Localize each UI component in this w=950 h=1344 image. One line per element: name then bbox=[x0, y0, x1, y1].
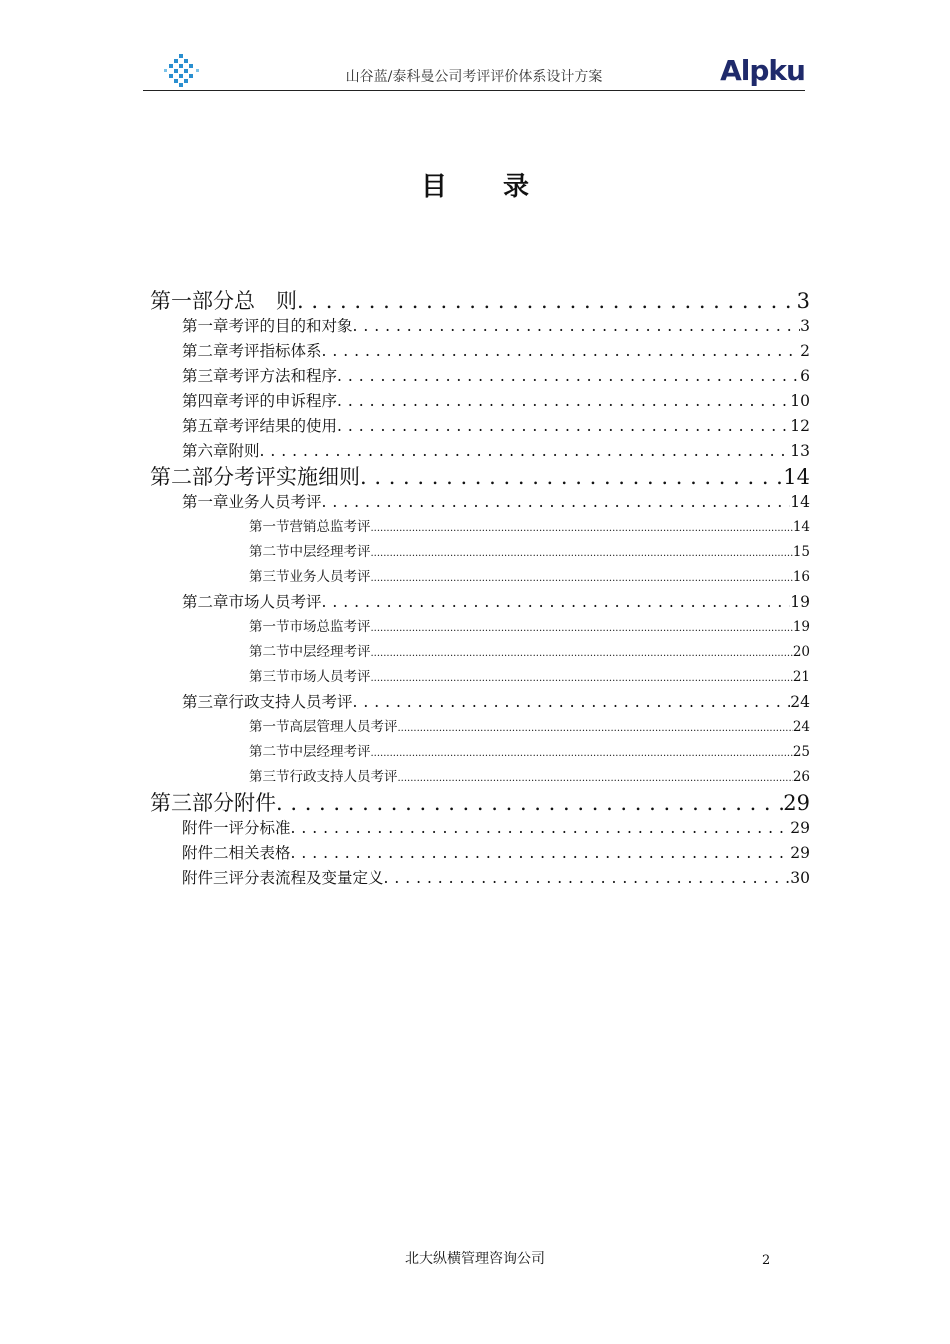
page-number: 2 bbox=[762, 1253, 771, 1268]
toc-entry-number: 第六章 bbox=[182, 442, 229, 460]
toc-entry-label: 市场人员考评 bbox=[228, 593, 322, 611]
toc-entry[interactable] bbox=[148, 389, 810, 414]
toc-entry-page: 3 bbox=[796, 289, 810, 313]
toc-dot-leader bbox=[360, 464, 783, 490]
toc-dot-leader bbox=[398, 765, 793, 790]
toc-entry-number: 第二章 bbox=[182, 593, 229, 611]
toc-entry-page: 19 bbox=[790, 593, 810, 611]
toc-dot-leader bbox=[371, 540, 793, 565]
toc-dot-leader bbox=[322, 590, 791, 615]
toc-entry[interactable] bbox=[148, 640, 810, 665]
toc-entry[interactable] bbox=[148, 590, 810, 615]
toc-entry-number: 附件一 bbox=[182, 819, 229, 837]
toc-entry-label: 第三节行政支持人员考评 bbox=[249, 769, 398, 785]
toc-dot-leader bbox=[276, 790, 783, 816]
toc-entry[interactable] bbox=[148, 439, 810, 464]
toc-entry[interactable] bbox=[148, 339, 810, 364]
toc-entry-label: 评分表流程及变量定义 bbox=[228, 869, 384, 887]
toc-entry-number: 第三章 bbox=[182, 367, 229, 385]
toc-entry-label: 考评方法和程序 bbox=[228, 367, 338, 385]
toc-entry-label: 考评的目的和对象 bbox=[228, 317, 353, 335]
toc-entry-page: 13 bbox=[790, 442, 810, 460]
toc-entry-number: 第三章 bbox=[182, 693, 229, 711]
toc-entry-page: 29 bbox=[783, 791, 810, 815]
toc-entry-label: 考评实施细则 bbox=[234, 465, 360, 489]
toc-dot-leader bbox=[371, 665, 793, 690]
toc-entry-page: 14 bbox=[783, 465, 810, 489]
toc-entry-page: 29 bbox=[790, 844, 810, 862]
toc-dot-leader bbox=[337, 389, 790, 414]
toc-dot-leader bbox=[371, 515, 793, 540]
toc-entry-label: 第一节市场总监考评 bbox=[249, 619, 371, 635]
toc-entry[interactable] bbox=[148, 515, 810, 540]
toc-dot-leader bbox=[371, 615, 793, 640]
page-title: 目录 bbox=[420, 172, 585, 202]
toc-entry-page: 2 bbox=[800, 342, 810, 360]
toc-dot-leader bbox=[291, 841, 791, 866]
toc-entry-page: 25 bbox=[792, 744, 810, 760]
toc-entry[interactable] bbox=[148, 765, 810, 790]
toc-dot-leader bbox=[353, 314, 801, 339]
toc-entry-page: 15 bbox=[792, 544, 810, 560]
toc-entry[interactable] bbox=[148, 414, 810, 439]
toc-entry-label: 业务人员考评 bbox=[228, 493, 322, 511]
toc-entry-label: 行政支持人员考评 bbox=[228, 693, 353, 711]
toc-entry[interactable] bbox=[148, 314, 810, 339]
toc-entry[interactable] bbox=[148, 740, 810, 765]
toc-entry-label: 第二节中层经理考评 bbox=[249, 744, 371, 760]
toc-entry-label: 第二节中层经理考评 bbox=[249, 544, 371, 560]
toc-entry-label: 考评指标体系 bbox=[228, 342, 322, 360]
toc-dot-leader bbox=[398, 715, 793, 740]
toc-entry-page: 24 bbox=[790, 693, 810, 711]
toc-entry-label: 第一节营销总监考评 bbox=[249, 519, 371, 535]
toc-dot-leader bbox=[322, 339, 801, 364]
alpku-logo-text: Alpku bbox=[720, 54, 805, 87]
toc-entry-page: 30 bbox=[790, 869, 810, 887]
toc-dot-leader bbox=[322, 490, 791, 515]
toc-entry[interactable] bbox=[148, 288, 810, 314]
alpku-logo bbox=[720, 54, 805, 87]
toc-entry-label: 第二节中层经理考评 bbox=[249, 644, 371, 660]
toc-entry-number: 第二章 bbox=[182, 342, 229, 360]
table-of-contents bbox=[148, 288, 810, 891]
toc-dot-leader bbox=[337, 364, 800, 389]
toc-entry-number: 第一部分 bbox=[150, 289, 234, 313]
toc-entry-page: 19 bbox=[792, 619, 810, 635]
toc-dot-leader bbox=[337, 414, 790, 439]
toc-entry-label: 附件 bbox=[234, 791, 276, 815]
header-title: 山谷蓝/泰科曼公司考评评价体系设计方案 bbox=[345, 69, 603, 85]
toc-entry[interactable] bbox=[148, 790, 810, 816]
toc-entry-page: 3 bbox=[800, 317, 810, 335]
toc-entry-page: 6 bbox=[800, 367, 810, 385]
toc-entry-page: 21 bbox=[792, 669, 810, 685]
toc-entry[interactable] bbox=[148, 715, 810, 740]
toc-entry-label: 总 则 bbox=[234, 289, 297, 313]
toc-entry-page: 29 bbox=[790, 819, 810, 837]
toc-entry-page: 14 bbox=[792, 519, 810, 535]
toc-entry[interactable] bbox=[148, 866, 810, 891]
toc-dot-leader bbox=[297, 288, 797, 314]
toc-entry-label: 第三节业务人员考评 bbox=[249, 569, 371, 585]
toc-entry-label: 评分标准 bbox=[228, 819, 291, 837]
toc-entry-number: 附件二 bbox=[182, 844, 229, 862]
toc-entry-page: 12 bbox=[790, 417, 810, 435]
toc-entry-page: 26 bbox=[792, 769, 810, 785]
toc-entry[interactable] bbox=[148, 464, 810, 490]
toc-entry[interactable] bbox=[148, 490, 810, 515]
toc-entry-number: 第四章 bbox=[182, 392, 229, 410]
toc-dot-leader bbox=[384, 866, 791, 891]
toc-entry[interactable] bbox=[148, 690, 810, 715]
toc-entry[interactable] bbox=[148, 615, 810, 640]
toc-entry[interactable] bbox=[148, 364, 810, 389]
toc-dot-leader bbox=[353, 690, 791, 715]
toc-dot-leader bbox=[371, 640, 793, 665]
toc-entry-number: 第五章 bbox=[182, 417, 229, 435]
toc-entry[interactable] bbox=[148, 816, 810, 841]
toc-entry[interactable] bbox=[148, 565, 810, 590]
toc-entry-page: 16 bbox=[792, 569, 810, 585]
toc-entry-page: 24 bbox=[792, 719, 810, 735]
toc-entry-number: 第二部分 bbox=[150, 465, 234, 489]
toc-dot-leader bbox=[291, 816, 791, 841]
toc-entry-number: 附件三 bbox=[182, 869, 229, 887]
toc-entry-label: 第一节高层管理人员考评 bbox=[249, 719, 398, 735]
toc-entry-label: 相关表格 bbox=[228, 844, 291, 862]
toc-dot-leader bbox=[371, 740, 793, 765]
page-header bbox=[143, 50, 805, 91]
toc-entry-number: 第三部分 bbox=[150, 791, 234, 815]
footer-company: 北大纵横管理咨询公司 bbox=[405, 1251, 545, 1267]
toc-entry-label: 附则 bbox=[228, 442, 260, 460]
toc-entry-label: 考评结果的使用 bbox=[228, 417, 338, 435]
toc-entry[interactable] bbox=[148, 841, 810, 866]
toc-entry[interactable] bbox=[148, 665, 810, 690]
toc-entry-number: 第一章 bbox=[182, 317, 229, 335]
toc-entry[interactable] bbox=[148, 540, 810, 565]
toc-entry-label: 考评的申诉程序 bbox=[228, 392, 338, 410]
toc-entry-page: 20 bbox=[792, 644, 810, 660]
toc-entry-page: 10 bbox=[790, 392, 810, 410]
toc-entry-label: 第三节市场人员考评 bbox=[249, 669, 371, 685]
toc-dot-leader bbox=[260, 439, 791, 464]
toc-dot-leader bbox=[371, 565, 793, 590]
toc-entry-number: 第一章 bbox=[182, 493, 229, 511]
toc-entry-page: 14 bbox=[790, 493, 810, 511]
